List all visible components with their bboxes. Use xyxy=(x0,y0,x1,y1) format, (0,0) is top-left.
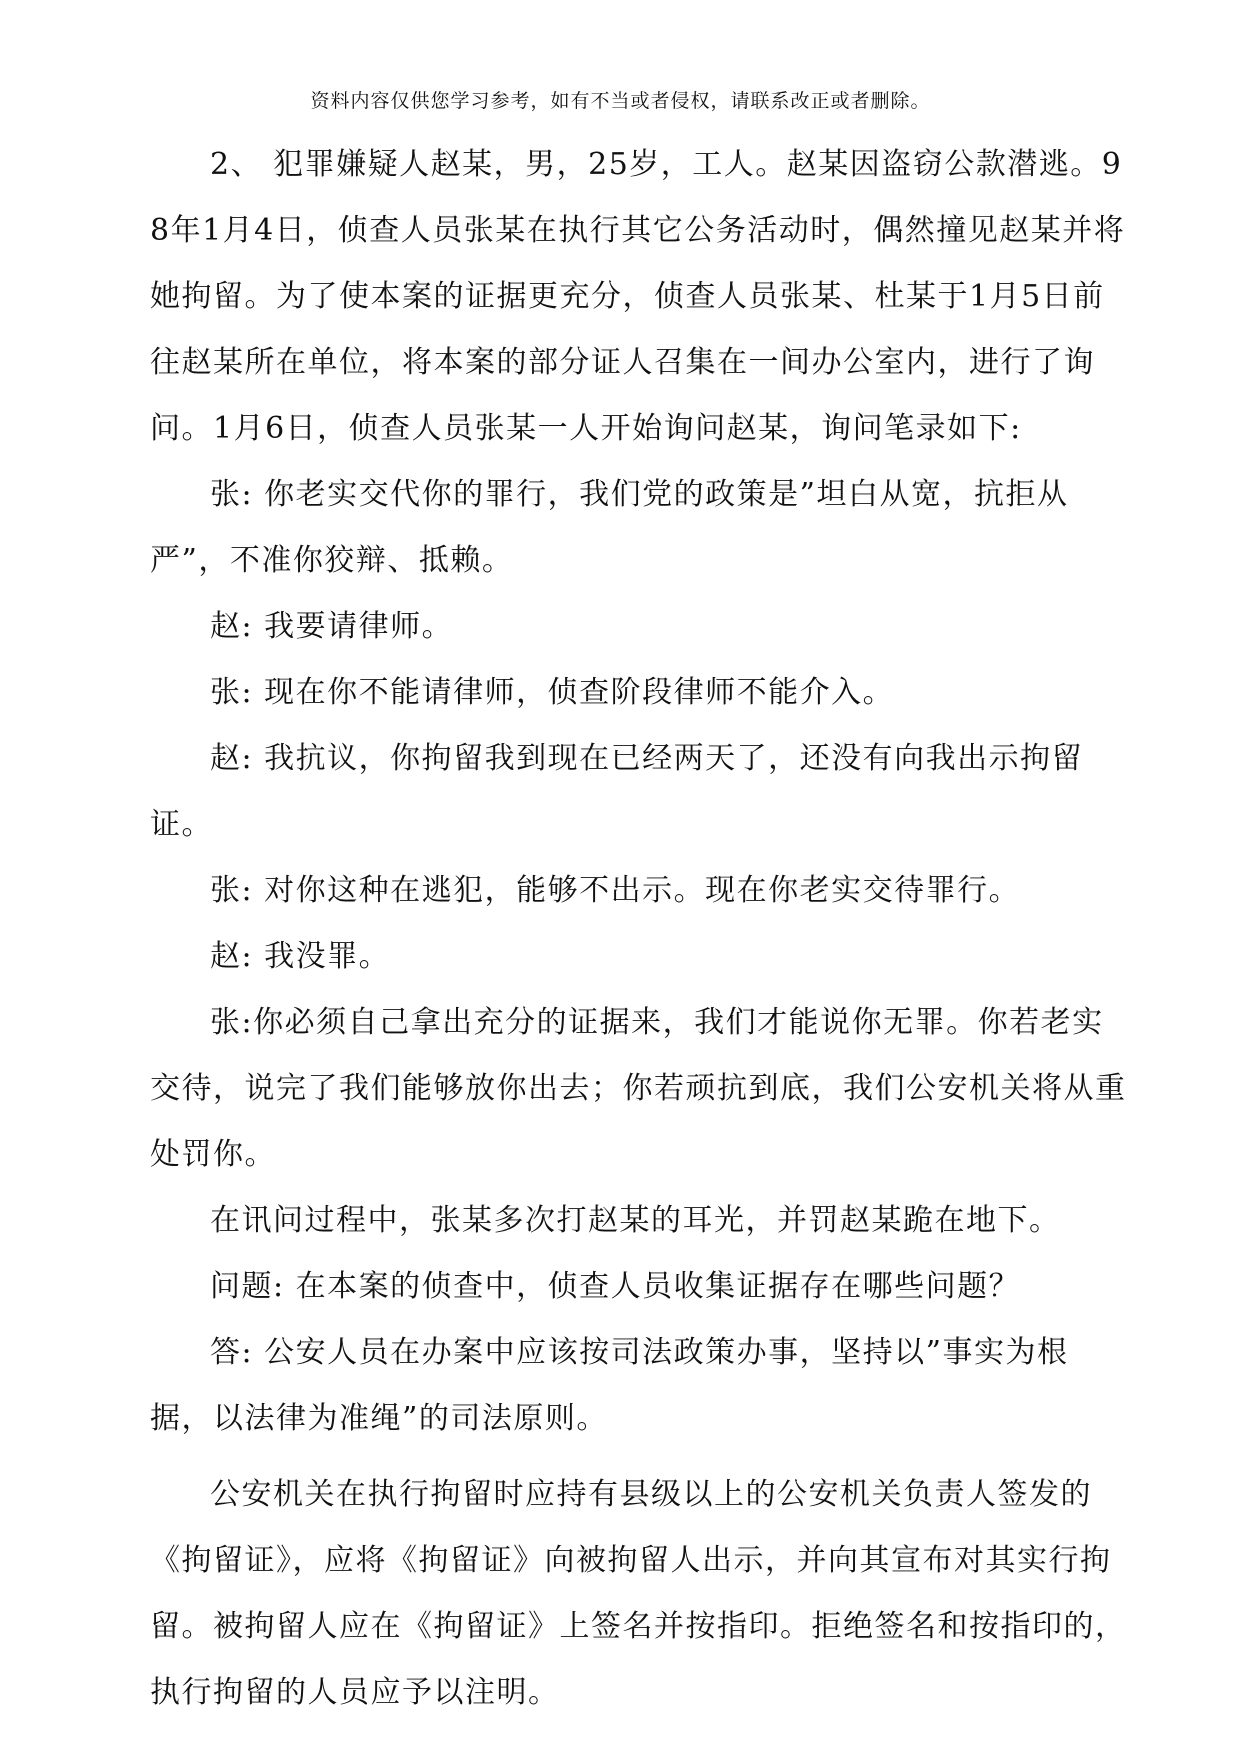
dialogue-line: 张:你必须自己拿出充分的证据来，我们才能说你无罪。你若老实交待，说完了我们能够放你出去；你若顽抗到底，我们公安机关将从重处罚你。 xyxy=(150,1005,1127,1172)
document-body xyxy=(150,132,1130,1726)
case-description-paragraph: 2、 犯罪嫌疑人赵某，男，25岁，工人。赵某因盗窃公款潜逃。98年1月4日，侦查人员张某在执行其它公务活动时，偶然撞见赵某并将她拘留。为了使本案的证据更充分，侦查人员张某、杜某于1月5日前往赵某所在单位，将本案的部分证人召集在一间办公室内，进行了询问。1月6日，侦查人员张某一人开始询问赵某，询问笔录如下: xyxy=(150,147,1126,446)
answer-paragraph: 答: 公安人员在办案中应该按司法政策办事，坚持以”事实为根据，以法律为准绳”的司法原则。 xyxy=(150,1335,1069,1436)
dialogue-line: 赵: 我没罪。 xyxy=(210,939,391,974)
question-paragraph: 问题: 在本案的侦查中，侦查人员收集证据存在哪些问题？ xyxy=(210,1269,1021,1304)
copyright-notice: 资料内容仅供您学习参考，如有不当或者侵权，请联系改正或者删除。 xyxy=(310,90,931,112)
dialogue-line: 张: 现在你不能请律师，侦查阶段律师不能介入。 xyxy=(210,675,895,710)
dialogue-line: 赵: 我要请律师。 xyxy=(210,609,454,644)
narration-paragraph: 在讯问过程中，张某多次打赵某的耳光，并罚赵某跪在地下。 xyxy=(210,1203,1061,1238)
dialogue-line: 张: 对你这种在逃犯，能够不出示。现在你老实交待罪行。 xyxy=(210,873,1021,908)
dialogue-line: 张: 你老实交代你的罪行，我们党的政策是”坦白从宽，抗拒从严”，不准你狡辩、抵赖。 xyxy=(150,477,1069,578)
dialogue-line: 赵: 我抗议，你拘留我到现在已经两天了，还没有向我出示拘留证。 xyxy=(150,741,1084,842)
answer-detail-paragraph: 公安机关在执行拘留时应持有县级以上的公安机关负责人签发的《拘留证》，应将《拘留证》向被拘留人出示，并向其宣布对其实行拘留。被拘留人应在《拘留证》上签名并按指印。拒绝签名和按指印的，执行拘留的人员应予以注明。 xyxy=(150,1477,1127,1710)
